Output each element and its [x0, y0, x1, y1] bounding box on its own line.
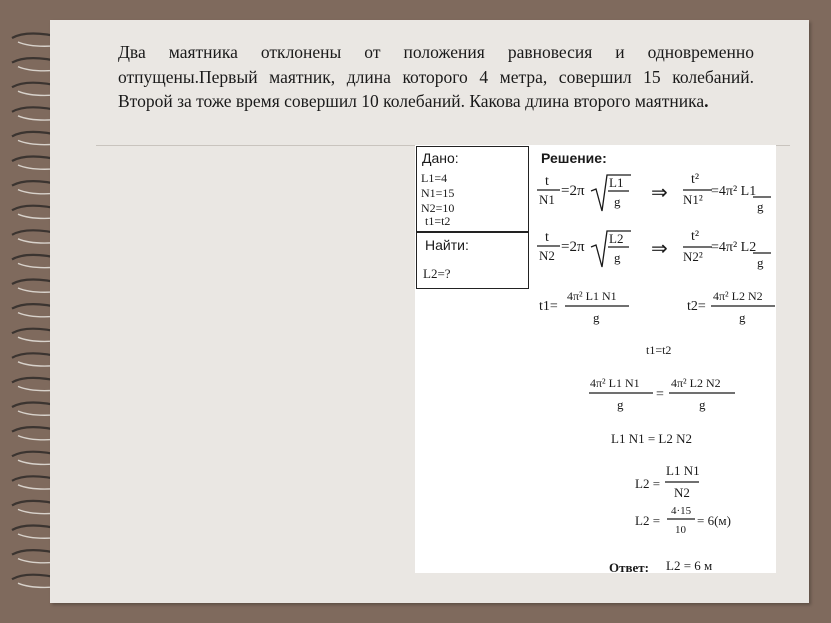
- eqL-den: g: [617, 397, 624, 412]
- eq-2pi-2: =2π: [561, 239, 585, 255]
- given-line-1: L1=4: [421, 171, 448, 185]
- rhs2-num: t²: [691, 229, 700, 244]
- l2-lhs: L2 =: [635, 476, 661, 491]
- l2-den: N2: [674, 485, 690, 500]
- sqrt1-num: L1: [609, 175, 624, 190]
- t1-den: g: [593, 310, 600, 325]
- eqR-den: g: [699, 397, 706, 412]
- lhs1-num: t: [545, 174, 549, 189]
- problem-statement: [118, 40, 754, 114]
- arrow-1: ⇒: [651, 182, 668, 204]
- t-equal: t1=t2: [646, 343, 672, 357]
- t1-num: 4π² L1 N1: [567, 289, 617, 303]
- ln-eq: L1 N1 = L2 N2: [611, 431, 692, 446]
- rhs1-den: N1²: [683, 192, 703, 207]
- given-title: Дано:: [422, 150, 459, 166]
- lhs2-num: t: [545, 230, 549, 245]
- arrow-2: ⇒: [651, 238, 668, 260]
- lhs2-den: N2: [539, 248, 555, 263]
- eq-sign: =: [656, 387, 664, 402]
- given-line-3: N2=10: [421, 201, 455, 215]
- eq-2pi-1: =2π: [561, 183, 585, 199]
- solution-panel: [415, 145, 776, 573]
- l2-num: L1 N1: [666, 463, 700, 478]
- problem-end: .: [704, 91, 709, 111]
- solution-title: Решение:: [541, 150, 607, 166]
- t1-lhs: t1=: [539, 299, 558, 314]
- t2-den: g: [739, 310, 746, 325]
- l2v-num: 4·15: [671, 505, 692, 517]
- answer-label: Ответ:: [609, 560, 650, 575]
- find-title: Найти:: [425, 237, 469, 253]
- solution-formulas: [415, 145, 776, 573]
- rhs1-eq: =4π² L1: [711, 184, 757, 199]
- rhs1-g: g: [757, 199, 764, 214]
- l2v-lhs: L2 =: [635, 513, 661, 528]
- eqR-num: 4π² L2 N2: [671, 376, 721, 390]
- lhs1-den: N1: [539, 192, 555, 207]
- sqrt2-num: L2: [609, 231, 624, 246]
- eqL-num: 4π² L1 N1: [590, 376, 640, 390]
- l2v-den: 10: [675, 524, 686, 536]
- rhs1-num: t²: [691, 172, 700, 187]
- rhs2-g: g: [757, 255, 764, 270]
- problem-text: Два маятника отклонены от положения равновесия и одновременно отпущены.Первый маятник, длина которого 4 метра, совершил 15 колебаний. Второй за тоже время совершил 10 колебаний. Какова длина второго маятника: [118, 42, 754, 111]
- sqrt2-den: g: [614, 250, 621, 265]
- t2-num: 4π² L2 N2: [713, 289, 763, 303]
- answer-value: L2 = 6 м: [666, 558, 713, 573]
- l2v-res: = 6(м): [697, 513, 731, 528]
- rhs2-eq: =4π² L2: [711, 240, 757, 255]
- sqrt1-den: g: [614, 194, 621, 209]
- given-line-4: t1=t2: [425, 214, 451, 228]
- find-value: L2=?: [423, 266, 451, 281]
- rhs2-den: N2²: [683, 249, 703, 264]
- t2-lhs: t2=: [687, 299, 706, 314]
- given-line-2: N1=15: [421, 186, 455, 200]
